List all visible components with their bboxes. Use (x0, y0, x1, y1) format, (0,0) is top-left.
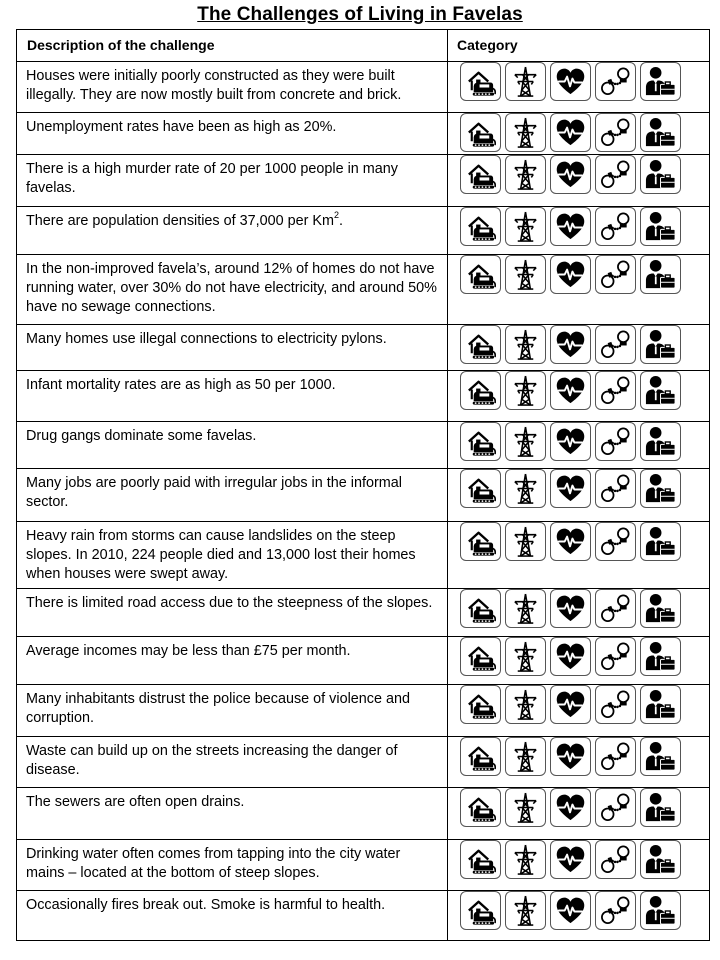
employment-worker-icon (644, 210, 677, 243)
electricity-pylon-icon (509, 525, 542, 558)
electricity-pylon-category-box[interactable] (505, 113, 546, 152)
category-icon-row (448, 891, 709, 930)
employment-worker-icon (644, 688, 677, 721)
crime-handcuffs-category-box[interactable] (595, 155, 636, 194)
crime-handcuffs-category-box[interactable] (595, 255, 636, 294)
employment-worker-icon (644, 374, 677, 407)
health-heart-category-box[interactable] (550, 788, 591, 827)
employment-worker-category-box[interactable] (640, 637, 681, 676)
crime-handcuffs-icon (599, 640, 632, 673)
table-row (17, 371, 710, 422)
housing-icon (464, 791, 497, 824)
category-icon-row (448, 62, 709, 101)
crime-handcuffs-category-box[interactable] (595, 637, 636, 676)
challenge-text (17, 522, 447, 584)
challenge-text (17, 255, 447, 317)
category-icon-row (448, 113, 709, 152)
employment-worker-category-box[interactable] (640, 255, 681, 294)
challenge-text-main: Unemployment rates have been as high as 20%. (26, 119, 337, 135)
table-row (17, 637, 710, 685)
challenge-text (17, 113, 447, 137)
electricity-pylon-icon (509, 472, 542, 505)
table-row (17, 422, 710, 469)
housing-category-box[interactable] (460, 422, 501, 461)
table-row (17, 62, 710, 113)
challenge-text (17, 207, 447, 231)
housing-icon (464, 688, 497, 721)
table-row (17, 685, 710, 737)
crime-handcuffs-icon (599, 525, 632, 558)
challenge-text-main: Many homes use illegal connections to electricity pylons. (26, 331, 387, 347)
crime-handcuffs-category-box[interactable] (595, 325, 636, 364)
housing-category-box[interactable] (460, 207, 501, 246)
health-heart-category-box[interactable] (550, 840, 591, 879)
crime-handcuffs-category-box[interactable] (595, 788, 636, 827)
category-icon-row (448, 522, 709, 561)
employment-worker-category-box[interactable] (640, 113, 681, 152)
employment-worker-category-box[interactable] (640, 155, 681, 194)
employment-worker-category-box[interactable] (640, 589, 681, 628)
challenge-text (17, 589, 447, 613)
employment-worker-icon (644, 158, 677, 191)
table-row (17, 325, 710, 371)
category-icon-row (448, 325, 709, 364)
table-row (17, 155, 710, 207)
health-heart-category-box[interactable] (550, 325, 591, 364)
health-heart-category-box[interactable] (550, 737, 591, 776)
challenge-text-main: Infant mortality rates are as high as 50 per 1000. (26, 377, 336, 393)
challenge-text-main: Houses were initially poorly constructed as they were built illegally. They are now mostly built from concrete and brick. (26, 68, 402, 103)
category-icon-row (448, 840, 709, 879)
category-cell (448, 62, 710, 113)
category-icon-row (448, 737, 709, 776)
challenge-description-cell (17, 589, 448, 637)
electricity-pylon-icon (509, 328, 542, 361)
crime-handcuffs-category-box[interactable] (595, 840, 636, 879)
challenge-text (17, 737, 447, 780)
employment-worker-icon (644, 116, 677, 149)
crime-handcuffs-category-box[interactable] (595, 737, 636, 776)
crime-handcuffs-icon (599, 425, 632, 458)
category-column-header: Category (448, 30, 710, 62)
employment-worker-icon (644, 472, 677, 505)
housing-category-box[interactable] (460, 891, 501, 930)
employment-worker-category-box[interactable] (640, 788, 681, 827)
challenge-text-main: In the non-improved favela’s, around 12% of homes do not have running water, over 30% do not have electricity, and around 50% have no sewage connections. (26, 261, 437, 315)
table-row (17, 469, 710, 522)
health-heart-icon (554, 425, 587, 458)
crime-handcuffs-category-box[interactable] (595, 469, 636, 508)
table-row (17, 737, 710, 788)
crime-handcuffs-icon (599, 65, 632, 98)
electricity-pylon-icon (509, 374, 542, 407)
crime-handcuffs-icon (599, 592, 632, 625)
housing-icon (464, 843, 497, 876)
health-heart-category-box[interactable] (550, 469, 591, 508)
employment-worker-icon (644, 328, 677, 361)
challenge-text (17, 371, 447, 395)
electricity-pylon-category-box[interactable] (505, 891, 546, 930)
health-heart-icon (554, 258, 587, 291)
electricity-pylon-icon (509, 116, 542, 149)
crime-handcuffs-icon (599, 843, 632, 876)
electricity-pylon-icon (509, 65, 542, 98)
challenges-table (16, 29, 710, 941)
table-row (17, 522, 710, 589)
electricity-pylon-category-box[interactable] (505, 840, 546, 879)
category-cell (448, 737, 710, 788)
health-heart-category-box[interactable] (550, 113, 591, 152)
category-icon-row (448, 589, 709, 628)
electricity-pylon-category-box[interactable] (505, 522, 546, 561)
employment-worker-icon (644, 894, 677, 927)
health-heart-icon (554, 328, 587, 361)
category-cell (448, 422, 710, 469)
challenge-text (17, 840, 447, 883)
employment-worker-icon (644, 525, 677, 558)
table-row (17, 891, 710, 941)
employment-worker-category-box[interactable] (640, 685, 681, 724)
crime-handcuffs-icon (599, 791, 632, 824)
electricity-pylon-category-box[interactable] (505, 62, 546, 101)
category-cell (448, 840, 710, 891)
health-heart-icon (554, 688, 587, 721)
housing-icon (464, 210, 497, 243)
crime-handcuffs-category-box[interactable] (595, 589, 636, 628)
electricity-pylon-icon (509, 740, 542, 773)
employment-worker-icon (644, 640, 677, 673)
challenge-description-cell (17, 207, 448, 255)
category-cell (448, 113, 710, 155)
health-heart-category-box[interactable] (550, 371, 591, 410)
electricity-pylon-icon (509, 791, 542, 824)
electricity-pylon-category-box[interactable] (505, 589, 546, 628)
employment-worker-category-box[interactable] (640, 371, 681, 410)
housing-category-box[interactable] (460, 737, 501, 776)
electricity-pylon-category-box[interactable] (505, 637, 546, 676)
category-icon-row (448, 371, 709, 410)
challenge-text-main: Average incomes may be less than £75 per month. (26, 643, 351, 659)
category-cell (448, 891, 710, 941)
health-heart-icon (554, 894, 587, 927)
crime-handcuffs-icon (599, 258, 632, 291)
challenge-description-cell (17, 788, 448, 840)
table-row (17, 589, 710, 637)
health-heart-category-box[interactable] (550, 62, 591, 101)
challenge-description-cell (17, 737, 448, 788)
health-heart-category-box[interactable] (550, 891, 591, 930)
health-heart-category-box[interactable] (550, 685, 591, 724)
table-row (17, 840, 710, 891)
employment-worker-category-box[interactable] (640, 325, 681, 364)
housing-icon (464, 894, 497, 927)
housing-category-box[interactable] (460, 589, 501, 628)
challenge-text (17, 637, 447, 661)
electricity-pylon-icon (509, 425, 542, 458)
crime-handcuffs-category-box[interactable] (595, 371, 636, 410)
electricity-pylon-icon (509, 210, 542, 243)
electricity-pylon-icon (509, 688, 542, 721)
challenge-description-cell (17, 325, 448, 371)
housing-icon (464, 158, 497, 191)
employment-worker-category-box[interactable] (640, 737, 681, 776)
challenge-text (17, 325, 447, 349)
challenge-text-main: Drug gangs dominate some favelas. (26, 428, 257, 444)
employment-worker-icon (644, 65, 677, 98)
crime-handcuffs-icon (599, 374, 632, 407)
crime-handcuffs-icon (599, 116, 632, 149)
health-heart-category-box[interactable] (550, 522, 591, 561)
challenge-description-cell (17, 113, 448, 155)
employment-worker-category-box[interactable] (640, 840, 681, 879)
employment-worker-category-box[interactable] (640, 469, 681, 508)
challenge-text (17, 469, 447, 512)
crime-handcuffs-category-box[interactable] (595, 207, 636, 246)
housing-icon (464, 640, 497, 673)
crime-handcuffs-category-box[interactable] (595, 522, 636, 561)
category-cell (448, 207, 710, 255)
crime-handcuffs-icon (599, 210, 632, 243)
challenge-text (17, 422, 447, 446)
health-heart-category-box[interactable] (550, 637, 591, 676)
challenge-description-cell (17, 422, 448, 469)
crime-handcuffs-category-box[interactable] (595, 891, 636, 930)
housing-icon (464, 472, 497, 505)
challenge-description-cell (17, 371, 448, 422)
housing-icon (464, 65, 497, 98)
challenge-text (17, 155, 447, 198)
category-cell (448, 589, 710, 637)
housing-icon (464, 525, 497, 558)
employment-worker-icon (644, 740, 677, 773)
health-heart-category-box[interactable] (550, 155, 591, 194)
challenge-text-main: The sewers are often open drains. (26, 794, 245, 810)
health-heart-icon (554, 740, 587, 773)
challenge-text-main: Many inhabitants distrust the police because of violence and corruption. (26, 691, 410, 726)
challenge-description-cell (17, 155, 448, 207)
employment-worker-icon (644, 258, 677, 291)
housing-icon (464, 425, 497, 458)
challenge-description-cell (17, 637, 448, 685)
electricity-pylon-category-box[interactable] (505, 685, 546, 724)
challenge-description-cell (17, 255, 448, 325)
table-row (17, 113, 710, 155)
superscript: 2 (334, 210, 340, 221)
housing-icon (464, 592, 497, 625)
category-cell (448, 469, 710, 522)
crime-handcuffs-category-box[interactable] (595, 685, 636, 724)
category-cell (448, 155, 710, 207)
housing-icon (464, 740, 497, 773)
challenge-text-tail: . (339, 213, 344, 229)
challenge-text (17, 788, 447, 812)
category-cell (448, 685, 710, 737)
electricity-pylon-icon (509, 640, 542, 673)
challenge-text-main: Waste can build up on the streets increasing the danger of disease. (26, 743, 398, 778)
challenge-text (17, 685, 447, 728)
housing-icon (464, 374, 497, 407)
page-title: The Challenges of Living in Favelas (197, 4, 523, 25)
challenge-text-main: Drinking water often comes from tapping into the city water mains – located at the bottom of steep slopes. (26, 846, 401, 881)
employment-worker-icon (644, 843, 677, 876)
electricity-pylon-category-box[interactable] (505, 371, 546, 410)
challenge-description-cell (17, 685, 448, 737)
housing-icon (464, 328, 497, 361)
challenge-description-cell (17, 62, 448, 113)
health-heart-icon (554, 210, 587, 243)
electricity-pylon-category-box[interactable] (505, 325, 546, 364)
employment-worker-icon (644, 592, 677, 625)
category-cell (448, 788, 710, 840)
challenge-text (17, 62, 447, 105)
category-cell (448, 522, 710, 589)
health-heart-icon (554, 525, 587, 558)
housing-category-box[interactable] (460, 685, 501, 724)
health-heart-icon (554, 791, 587, 824)
electricity-pylon-category-box[interactable] (505, 469, 546, 508)
electricity-pylon-category-box[interactable] (505, 207, 546, 246)
health-heart-icon (554, 843, 587, 876)
crime-handcuffs-icon (599, 740, 632, 773)
category-icon-row (448, 637, 709, 676)
table-row (17, 207, 710, 255)
health-heart-category-box[interactable] (550, 422, 591, 461)
employment-worker-category-box[interactable] (640, 62, 681, 101)
crime-handcuffs-icon (599, 472, 632, 505)
crime-handcuffs-icon (599, 894, 632, 927)
housing-category-box[interactable] (460, 840, 501, 879)
electricity-pylon-icon (509, 843, 542, 876)
electricity-pylon-category-box[interactable] (505, 737, 546, 776)
housing-category-box[interactable] (460, 637, 501, 676)
employment-worker-category-box[interactable] (640, 891, 681, 930)
employment-worker-icon (644, 791, 677, 824)
housing-category-box[interactable] (460, 62, 501, 101)
category-icon-row (448, 207, 709, 246)
electricity-pylon-icon (509, 592, 542, 625)
category-cell (448, 371, 710, 422)
electricity-pylon-icon (509, 158, 542, 191)
category-icon-row (448, 255, 709, 294)
challenge-text-main: Many jobs are poorly paid with irregular jobs in the informal sector. (26, 475, 402, 510)
challenge-text-main: There is a high murder rate of 20 per 1000 people in many favelas. (26, 161, 398, 196)
category-icon-row (448, 155, 709, 194)
health-heart-icon (554, 592, 587, 625)
housing-category-box[interactable] (460, 113, 501, 152)
table-row (17, 255, 710, 325)
housing-category-box[interactable] (460, 255, 501, 294)
employment-worker-icon (644, 425, 677, 458)
crime-handcuffs-icon (599, 688, 632, 721)
challenge-description-cell (17, 840, 448, 891)
challenge-text-main: There is limited road access due to the steepness of the slopes. (26, 595, 433, 611)
category-cell (448, 255, 710, 325)
crime-handcuffs-category-box[interactable] (595, 62, 636, 101)
category-cell (448, 637, 710, 685)
health-heart-icon (554, 116, 587, 149)
health-heart-category-box[interactable] (550, 207, 591, 246)
crime-handcuffs-category-box[interactable] (595, 422, 636, 461)
challenge-text-main: Occasionally fires break out. Smoke is harmful to health. (26, 897, 386, 913)
electricity-pylon-icon (509, 894, 542, 927)
employment-worker-category-box[interactable] (640, 522, 681, 561)
table-row (17, 788, 710, 840)
crime-handcuffs-icon (599, 328, 632, 361)
employment-worker-category-box[interactable] (640, 422, 681, 461)
table-header-row (17, 30, 710, 62)
housing-category-box[interactable] (460, 522, 501, 561)
health-heart-icon (554, 158, 587, 191)
housing-category-box[interactable] (460, 788, 501, 827)
category-icon-row (448, 469, 709, 508)
electricity-pylon-category-box[interactable] (505, 155, 546, 194)
housing-icon (464, 116, 497, 149)
category-icon-row (448, 422, 709, 461)
housing-category-box[interactable] (460, 469, 501, 508)
challenge-description-cell (17, 522, 448, 589)
electricity-pylon-category-box[interactable] (505, 255, 546, 294)
crime-handcuffs-icon (599, 158, 632, 191)
housing-category-box[interactable] (460, 325, 501, 364)
health-heart-icon (554, 640, 587, 673)
health-heart-category-box[interactable] (550, 255, 591, 294)
electricity-pylon-category-box[interactable] (505, 422, 546, 461)
category-cell (448, 325, 710, 371)
electricity-pylon-category-box[interactable] (505, 788, 546, 827)
housing-category-box[interactable] (460, 155, 501, 194)
health-heart-category-box[interactable] (550, 589, 591, 628)
description-column-header: Description of the challenge (17, 30, 448, 62)
category-icon-row (448, 685, 709, 724)
health-heart-icon (554, 65, 587, 98)
health-heart-icon (554, 374, 587, 407)
housing-icon (464, 258, 497, 291)
challenge-description-cell (17, 891, 448, 941)
employment-worker-category-box[interactable] (640, 207, 681, 246)
challenge-text (17, 891, 447, 915)
challenge-description-cell (17, 469, 448, 522)
health-heart-icon (554, 472, 587, 505)
housing-category-box[interactable] (460, 371, 501, 410)
electricity-pylon-icon (509, 258, 542, 291)
crime-handcuffs-category-box[interactable] (595, 113, 636, 152)
category-icon-row (448, 788, 709, 827)
challenge-text-main: There are population densities of 37,000 per Km (26, 213, 334, 229)
challenge-text-main: Heavy rain from storms can cause landslides on the steep slopes. In 2010, 224 people died and 13,000 lost their homes when houses were swept away. (26, 528, 416, 582)
